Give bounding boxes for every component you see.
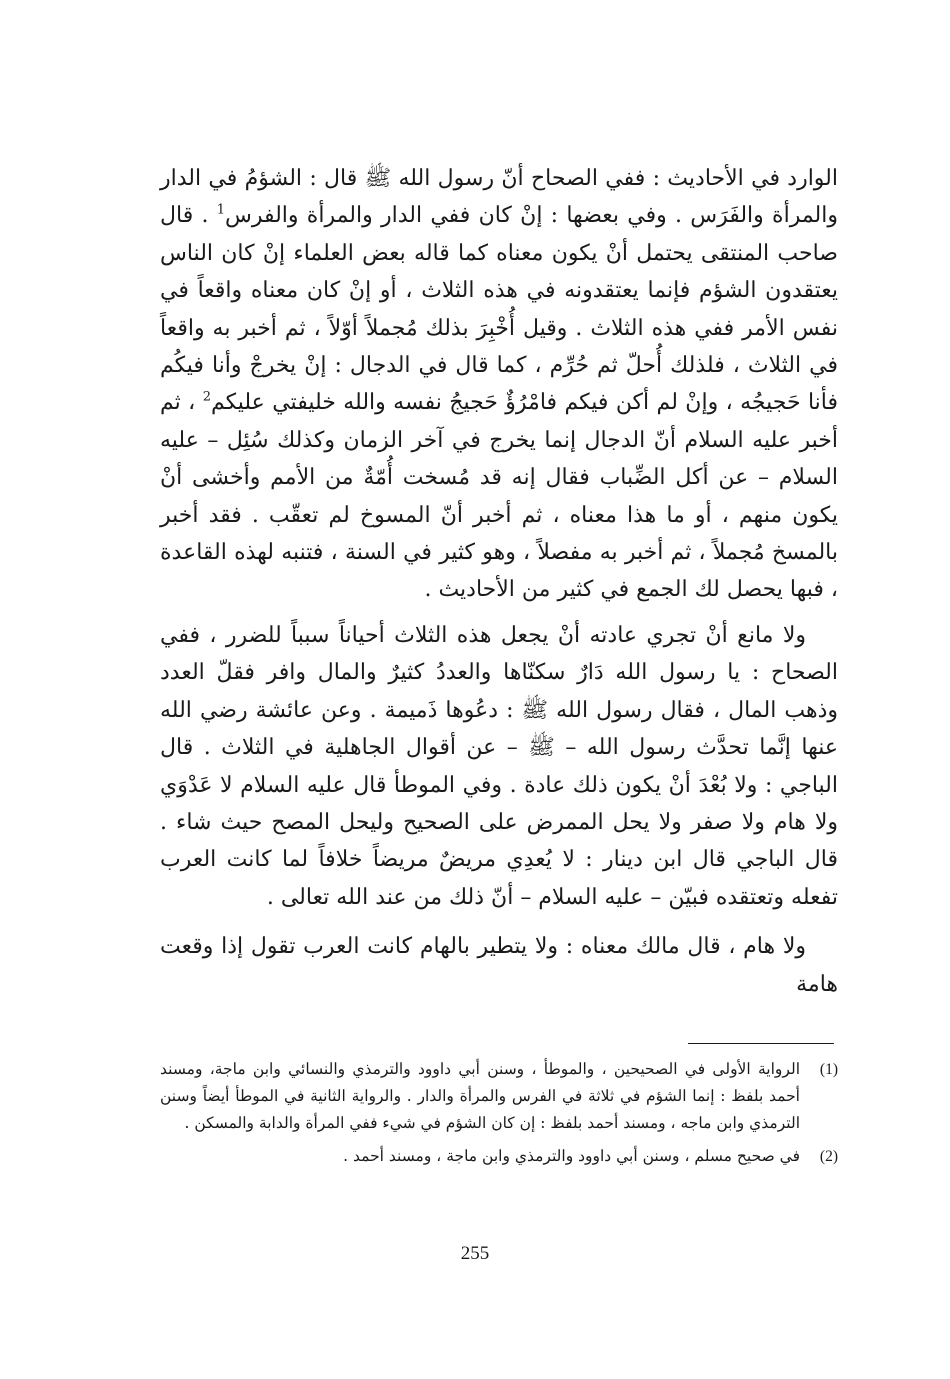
footnotes	[160, 1056, 838, 1170]
paragraph-3: ولا هام ، قال مالك معناه : ولا يتطير بالهام كانت العرب تقول إذا وقعت هامة	[160, 934, 838, 997]
footnote-1	[160, 1056, 838, 1137]
footnote-ref-1: 1	[216, 203, 225, 219]
footnote-2-number: (2)	[819, 1148, 838, 1165]
paragraph-1-part-2: . قال صاحب المنتقى يحتمل أنْ يكون معناه كما قاله بعض العلماء إنْ كان الناس يعتقدون الشؤم فإنما يعتقدونه في هذه الثلاث ، أو إنْ كان معناه واقعاً في نفس الأمر ففي هذه الثلاث . وقيل أُخْبِرَ بذلك مُجملاً أوّلاً ، ثم أخبر به واقعاً في الثلاث ، فلذلك أُحلّ ثم حُرِّم ، كما قال في الدجال : إنْ يخرجْ وأنا فيكُم فأنا حَجيجُه ، وإنْ لم أكن فيكم فامْرُؤٌ حَجيجُ نفسه والله خليفتي عليكم	[160, 203, 838, 416]
footnote-1-text: الرواية الأولى في الصحيحين ، والموطأ ، وسنن أبي داوود والترمذي والنسائي وابن ماجة، ومسند أحمد بلفظ : إنما الشؤم في ثلاثة في الفرس والمرأة والدار . والرواية الثانية في الموطأ أيضاً وسنن الترمذي وابن ماجه ، ومسند أحمد بلفظ : إن كان الشؤم في شيء ففي المرأة والدابة والمسكن .	[160, 1060, 800, 1132]
paragraph-1	[160, 160, 838, 609]
footnote-2-text: في صحيح مسلم ، وسنن أبي داوود والترمذي وابن ماجة ، ومسند أحمد .	[343, 1147, 800, 1165]
footnote-ref-2: 2	[202, 390, 211, 406]
paragraph-2: ولا مانع أنْ تجري عادته أنْ يجعل هذه الثلاث أحياناً سبباً للضرر ، ففي الصحاح : يا رسول الله دَارٌ سكنّاها والعددُ كثيرٌ والمال وافر فقلّ العدد وذهب المال ، فقال رسول الله ﷺ : دعُوها ذَميمة . وعن عائشة رضي الله عنها إنَّما تحدَّث رسول الله – ﷺ – عن أقوال الجاهلية في الثلاث . قال الباجي : ولا بُعْدَ أنْ يكون ذلك عادة . وفي الموطأ قال عليه السلام لا عَدْوَي ولا هام ولا صفر ولا يحل الممرض على الصحيح وليحل المصح حيث شاء . قال الباجي قال ابن دينار : لا يُعدِي مريضٌ مريضاً خلافاً لما كانت العرب تفعله وتعتقده فبيّن – عليه السلام – أنّ ذلك من عند الله تعالى .	[160, 622, 838, 910]
paragraph-1-part-3: ، ثم أخبر عليه السلام أنّ الدجال إنما يخرج في آخر الزمان وكذلك سُئِل – عليه السلام – عن أكل الضِّباب فقال إنه قد مُسخت أُمّةٌ من الأمم وأخشى أنْ يكون منهم ، أو ما هذا معناه ، ثم أخبر أنّ المسوخ لم تعقّب . فقد أخبر بالمسخ مُجملاً ، ثم أخبر به مفصلاً ، وهو كثير في السنة ، فتنبه لهذه القاعدة ، فبها يحصل لك الجمع في كثير من الأحاديث .	[160, 390, 838, 603]
footnote-2	[160, 1143, 838, 1170]
footnote-1-number: (1)	[819, 1061, 838, 1078]
page-number: 255	[460, 1243, 490, 1264]
main-text	[160, 160, 838, 1003]
footnote-separator	[688, 1043, 834, 1044]
paragraph-1-part-1: الوارد في الأحاديث : ففي الصحاح أنّ رسول الله ﷺ قال : الشؤمُ في الدار والمرأة والفَرَس . وفي بعضها : إنْ كان ففي الدار والمرأة والفرس	[160, 166, 838, 229]
